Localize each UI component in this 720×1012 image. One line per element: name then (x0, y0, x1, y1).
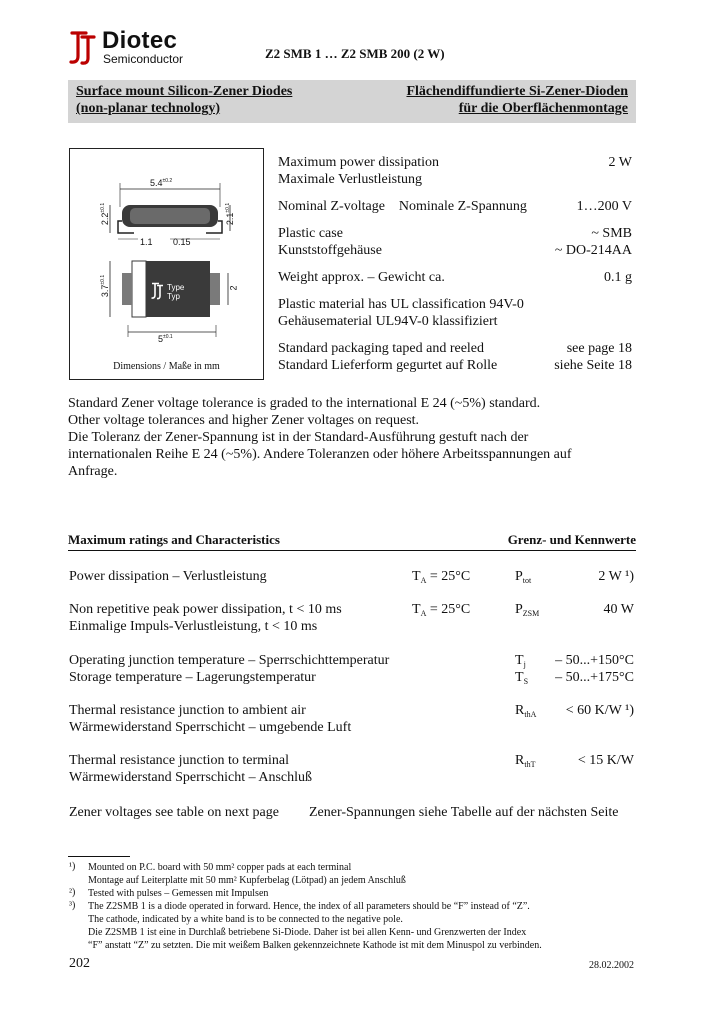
spec-case-value-1: ~ SMB (591, 226, 632, 241)
rating-rtht-label-en: Thermal resistance junction to terminal (69, 753, 290, 768)
rating-rtha-symbol: $R_{thA}$ (515, 703, 537, 719)
rating-rtht-label-de: Wärmewiderstand Sperrschicht – Anschluß (69, 770, 312, 785)
rating-rtha-label-en: Thermal resistance junction to ambient air (69, 703, 306, 718)
spec-packaging-ref-en: see page 18 (566, 341, 632, 356)
diotec-logo-icon (68, 30, 96, 66)
rating-rtht-symbol: $R_{thT}$ (515, 753, 536, 769)
dim-lead-width: 2 (228, 285, 239, 291)
rating-rtha-label-de: Wärmewiderstand Sperrschicht – umgebende Luft (69, 720, 352, 735)
package-drawing (69, 148, 264, 380)
package-logo-icon (150, 282, 164, 300)
spec-packaging-en: Standard packaging taped and reeled (278, 341, 485, 356)
ratings-header-en: Maximum ratings and Characteristics (68, 532, 280, 547)
rating-pd-symbol: $P_{tot}$ (515, 569, 532, 585)
footnote-3-line4: “F” anstatt “Z” zu setzten. Die mit weißem Balken gekennzeichnete Kathode ist mit dem Minuspol zu verbinden. (88, 940, 542, 951)
footnote-2-line1: Tested with pulses – Gemessen mit Impulsen (88, 888, 269, 899)
zener-note-en: Zener voltages see table on next page (69, 805, 279, 820)
rating-rtht-value: < 15 K/W (577, 753, 634, 768)
document-date: 28.02.2002 (589, 960, 634, 971)
spec-power-value: 2 W (608, 155, 632, 170)
footnote-2-mark: ²) (69, 887, 76, 898)
rating-pd-condition: $T_A = 25^\circ C$ (412, 569, 471, 585)
drawing-caption: Dimensions / Maße in mm (113, 361, 220, 372)
dim-body-length: $5^{\pm 0.1}$ (158, 334, 173, 344)
band-title-de-1: Flächendiffundierte Si-Zener-Dioden (406, 84, 628, 99)
brand-name: Diotec (102, 27, 178, 54)
spec-power-en: Maximum power dissipation (278, 155, 439, 170)
rating-pzsm-condition: $T_A = 25^\circ C$ (412, 602, 471, 618)
ratings-header-de: Grenz- und Kennwerte (507, 532, 636, 547)
rating-ts-value: – 50...+175°C (555, 670, 634, 685)
rating-tj-label: Operating junction temperature – Sperrschichttemperatur (69, 653, 390, 668)
footnote-3-line2: The cathode, indicated by a white band is to be connected to the negative pole. (88, 914, 403, 925)
spec-case-de: Kunststoffgehäuse (278, 243, 382, 258)
tolerance-text-en-1: Standard Zener voltage tolerance is graded to the international E 24 (~5%) standard. (68, 396, 541, 411)
rating-ts-symbol: $T_S$ (515, 670, 529, 686)
spec-case-value-2: ~ DO-214AA (554, 243, 632, 258)
spec-packaging-ref-de: siehe Seite 18 (554, 358, 632, 373)
rating-pzsm-symbol: $P_{ZSM}$ (515, 602, 540, 618)
tolerance-text-de-3: Anfrage. (68, 464, 118, 479)
dim-height-left: $2.2^{\pm 0.1}$ (100, 202, 111, 226)
type-label-de: Typ (167, 292, 180, 301)
dim-lead-thickness: 0.15 (173, 237, 191, 247)
footnote-separator (68, 856, 130, 857)
footnote-1-mark: ¹) (69, 861, 76, 872)
dim-height-right: $2.1^{\pm 0.1}$ (225, 202, 236, 226)
rating-pzsm-label-de: Einmalige Impuls-Verlustleistung, t < 10 ms (69, 619, 318, 634)
spec-zvoltage-value: 1…200 V (576, 199, 632, 214)
spec-zvoltage-label: Nominal Z-voltage Nominale Z-Spannung (278, 199, 527, 214)
dim-width-left: $3.7^{\pm 0.1}$ (100, 274, 111, 298)
ratings-header (68, 530, 636, 551)
rating-pd-value: 2 W ¹) (598, 569, 634, 584)
tolerance-text-de-2: internationalen Reihe E 24 (~5%). Andere Toleranzen oder höhere Arbeitsspannungen auf (68, 447, 572, 462)
page-number: 202 (69, 956, 90, 971)
footnote-1-line2: Montage auf Leiterplatte mit 50 mm² Kupferbelag (Lötpad) an jedem Anschluß (88, 875, 406, 886)
rating-pzsm-value: 40 W (603, 602, 634, 617)
rating-ts-label: Storage temperature – Lagerungstemperatur (69, 670, 316, 685)
dim-length-top: $5.4^{\pm 0.2}$ (150, 178, 173, 188)
document-title: Z2 SMB 1 … Z2 SMB 200 (2 W) (265, 46, 445, 61)
spec-ul-de: Gehäusematerial UL94V-0 klassifiziert (278, 314, 498, 329)
type-label-en: Type (167, 283, 185, 292)
band-title-de-2: für die Oberflächenmontage (458, 101, 628, 116)
spec-weight-label: Weight approx. – Gewicht ca. (278, 270, 445, 285)
rating-rtha-value: < 60 K/W ¹) (565, 703, 634, 718)
brand-subtitle: Semiconductor (103, 52, 184, 66)
rating-pzsm-label-en: Non repetitive peak power dissipation, t < 10 ms (69, 602, 342, 617)
spec-ul-en: Plastic material has UL classification 94V-0 (278, 297, 524, 312)
rating-pd-label: Power dissipation – Verlustleistung (69, 569, 267, 584)
spec-power-de: Maximale Verlustleistung (278, 172, 422, 187)
footnote-3-mark: ³) (69, 900, 76, 911)
spec-weight-value: 0.1 g (604, 270, 632, 285)
rating-tj-value: – 50...+150°C (555, 653, 634, 668)
footnote-1-line1: Mounted on P.C. board with 50 mm² copper pads at each terminal (88, 862, 352, 873)
band-title-en-2: (non-planar technology) (76, 101, 221, 116)
footnote-3-line3: Die Z2SMB 1 ist eine in Durchlaß betriebene Si-Diode. Daher ist bei allen Kenn- und Grenzwerten der Index (88, 927, 527, 938)
footnote-3-line1: The Z2SMB 1 is a diode operated in forward. Hence, the index of all parameters should be “F” instead of “Z”. (88, 901, 530, 912)
rating-tj-symbol: $T_j$ (515, 653, 526, 669)
spec-case-en: Plastic case (278, 226, 343, 241)
band-title-en-1: Surface mount Silicon-Zener Diodes (76, 84, 293, 99)
zener-note-de: Zener-Spannungen siehe Tabelle auf der nächsten Seite (309, 805, 619, 820)
package-type-label (167, 283, 184, 301)
dim-lead-length: 1.1 (140, 237, 153, 247)
tolerance-text-en-2: Other voltage tolerances and higher Zener voltages on request. (68, 413, 420, 428)
spec-packaging-de: Standard Lieferform gegurtet auf Rolle (278, 358, 498, 373)
tolerance-text-de-1: Die Toleranz der Zener-Spannung ist in der Standard-Ausführung gestuft nach der (68, 430, 529, 445)
